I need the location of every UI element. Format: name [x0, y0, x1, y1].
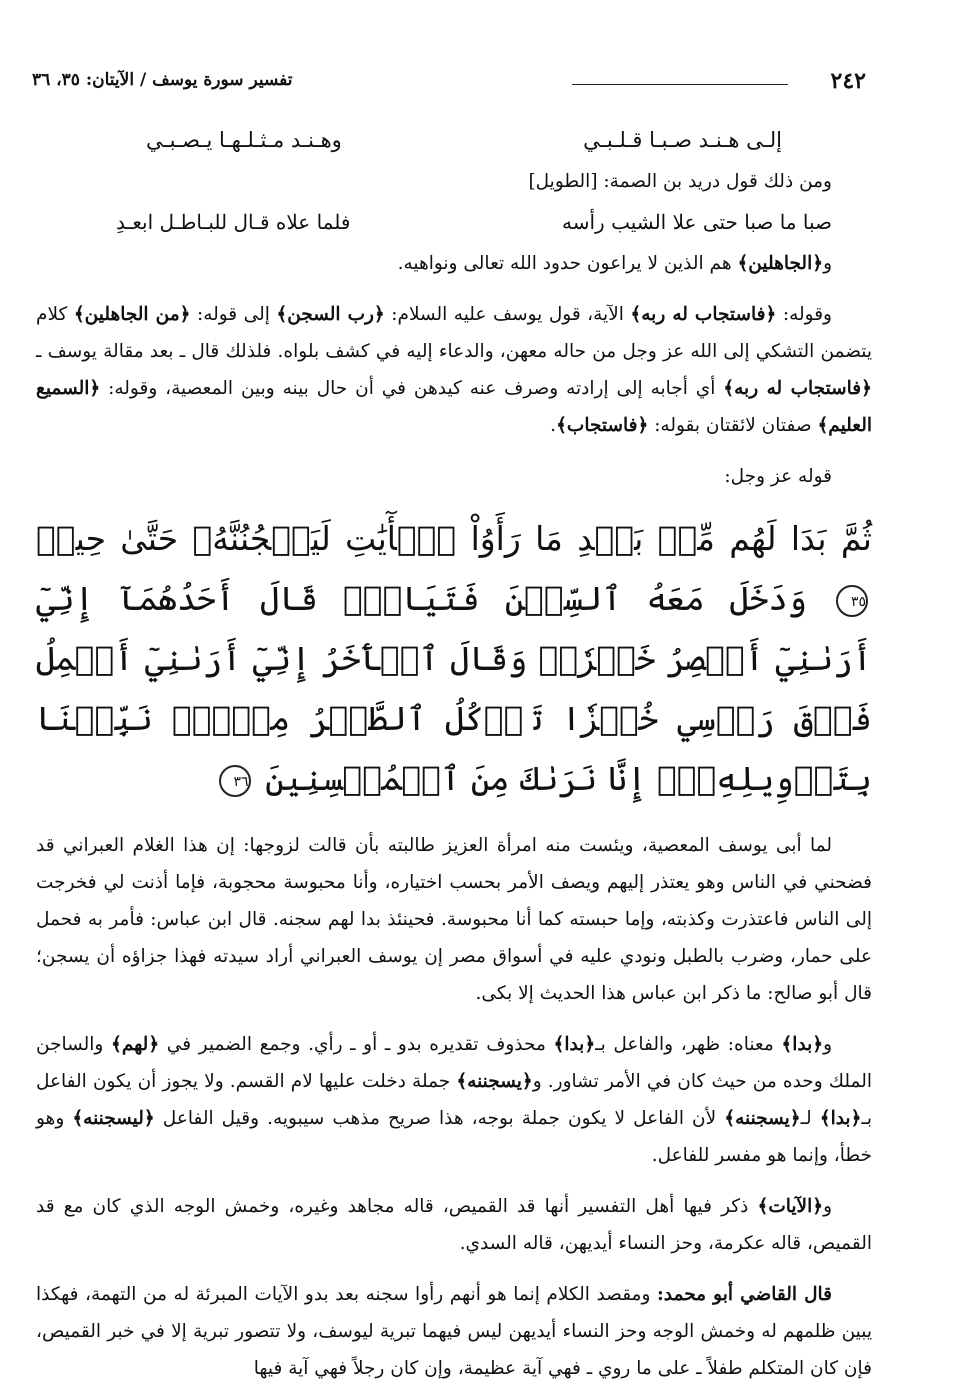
poetry-verse [36, 122, 872, 159]
paragraph: و﴿الآيات﴾ ذكر فيها أهل التفسير أنها قد القميص، قاله مجاهد وغيره، وخمش الوجه الذي كان مع قد القميص، قاله عكرمة، وحز النساء أيديهن، قاله السدي. [36, 1196, 872, 1254]
header-rule [572, 84, 788, 85]
paragraph: و﴿الجاهلين﴾ هم الذين لا يراعون حدود الله تعالى ونواهيه. [397, 253, 832, 274]
paragraph: لما أبى يوسف المعصية، ويئست منه امرأة العزيز طالبته بأن قالت لزوجها: إن هذا الغلام العبراني قد فضحني في الناس وهو يعتذر إليهم ويصف الأمر بحسب اختياره، وأنا محبوسة محجوبة، فإما أذنت لي فخرجت إلى الناس فاعتذرت وكذبته، وإما حبسته كما أنا محبوسة. فحينئذ بدا لهم سجنه. قال ابن عباس: فأمر به فحمل على حمار، وضرب بالطبل ونودي عليه في أسواق مصر إن يوسف العبراني أراد سيدته فهذا جزاؤه أن يسجن؛ قال أبو صالح: ما ذكر ابن عباس هذا الحديث إلا بكى. [36, 835, 872, 1004]
verse-second-hemistich: فلما علاه قـال للبـاطـل ابعـدِ [116, 210, 351, 234]
quoted-term: ﴿بدا﴾ [781, 1034, 824, 1055]
quoted-term: ﴿يسجننه﴾ [456, 1071, 533, 1092]
verse-second-hemistich: وهـنـد مـثـلـهـا يـصـبـي [146, 128, 342, 152]
quoted-term: ﴿الجاهلين﴾ [737, 253, 824, 274]
quoted-term: ﴿من الجاهلين﴾ [73, 304, 191, 325]
quran-text: ثُمَّ بَدَا لَهُم مِّنۢ بَعۡدِ مَا رَأَوُاْ ٱلۡأٓيَٰتِ لَيَسۡجُنُنَّهُۥ حَتَّىٰ حِينٖ [36, 519, 872, 558]
poetry-verse [36, 204, 872, 241]
quran-verse-block [36, 509, 872, 809]
quran-text: وَدَخَلَ مَعَهُ ٱلسِّجۡنَ فَتَيَانِۖ قَالَ أَحَدُهُمَآ إِنِّيٓ أَرَىٰنِيٓ أَعۡصِرُ خَمۡرٗاۖ وَقَالَ ٱلۡأٓخَرُ إِنِّيٓ أَرَىٰنِيٓ أَحۡمِلُ فَوۡقَ رَأۡسِي خُبۡزٗا تَأۡكُلُ ٱلطَّيۡرُ مِنۡهُۖ نَبِّئۡنَا بِتَأۡوِيلِهِۦٓۖ إِنَّا نَرَىٰكَ مِنَ ٱلۡمُحۡسِنِينَ [36, 579, 872, 798]
quoted-term: ﴿لهم﴾ [111, 1034, 160, 1055]
running-header [32, 68, 866, 94]
quoted-term: ﴿الآيات﴾ [757, 1196, 824, 1217]
page-number: ٢٤٢ [830, 68, 866, 94]
quoted-term: ﴿بدا﴾ [553, 1034, 596, 1055]
quoted-term: ﴿ليسجننه﴾ [72, 1108, 155, 1129]
ayah-number-marker: ٣٥ [836, 585, 868, 617]
quoted-term: ﴿يسجننه﴾ [724, 1108, 801, 1129]
paragraph: ومن ذلك قول دريد بن الصمة: [الطويل] [528, 171, 832, 192]
ayah-number-marker: ٣٦ [219, 765, 251, 797]
quoted-term: ﴿بدا﴾ [819, 1108, 862, 1129]
quoted-term: ﴿فاستجاب﴾ [556, 415, 649, 436]
page-body [36, 118, 872, 1387]
speaker-label: قال القاضي أبو محمد: [656, 1284, 833, 1305]
quoted-term: ﴿السميع العليم﴾ [36, 378, 872, 436]
paragraph: وقوله: ﴿فاستجاب له ربه﴾ الآية، قول يوسف عليه السلام: ﴿رب السجن﴾ إلى قوله: ﴿من الجاهلين﴾ كلام يتضمن التشكي إلى الله عز وجل من حاله معهن، والدعاء إليه في كشف بلواه. فلذلك قال ـ بعد مقالة يوسف ـ ﴿فاستجاب له ربه﴾ أي أجابه إلى إرادته وصرف عنه كيدهن في أن حال بينه وبين المعصية، وقوله: ﴿السميع العليم﴾ صفتان لائقتان بقوله: ﴿فاستجاب﴾. [36, 304, 872, 436]
paragraph: قوله عز وجل: [724, 466, 832, 487]
verse-first-hemistich: صبا ما صبا حتى علا الشيب رأسه [562, 210, 832, 234]
running-title: تفسير سورة يوسف / الآيتان: ٣٥، ٣٦ [32, 70, 293, 90]
paragraph: و﴿بدا﴾ معناه: ظهر، والفاعل بـ﴿بدا﴾ محذوف تقديره بدو ـ أو ـ رأي. وجمع الضمير في ﴿لهم﴾ والساجن الملك وحده من حيث كان في الأمر تشاور. و﴿يسجننه﴾ جملة دخلت عليها لام القسم. ولا يجوز أن يكون الفاعل بـ﴿بدا﴾ لـ﴿يسجننه﴾ لأن الفاعل لا يكون جملة بوجه، هذا صريح مذهب سيبويه. وقيل الفاعل ﴿ليسجننه﴾ وهو خطأ، وإنما هو مفسر للفاعل. [36, 1034, 872, 1166]
quoted-term: ﴿فاستجاب له ربه﴾ [630, 304, 777, 325]
quoted-term: ﴿فاستجاب له ربه﴾ [723, 378, 872, 399]
paragraph: قال القاضي أبو محمد: ومقصد الكلام إنما هو أنهم رأوا سجنه بعد بدو الآيات المبرئة له من التهمة، فهكذا يبين ظلمهم له وخمش الوجه وحز النساء أيديهن ليس فيهما تبرية ليوسف، ولا تتصور تبرية إلا في خبر القميص، فإن كان المتكلم طفلاً ـ على ما روي ـ فهي آية عظيمة، وإن كان رجلاً فهي آية فيها [36, 1284, 872, 1379]
verse-first-hemistich: إلـى هـنـد صـبـا قـلـبـي [583, 128, 782, 152]
quoted-term: ﴿رب السجن﴾ [276, 304, 385, 325]
